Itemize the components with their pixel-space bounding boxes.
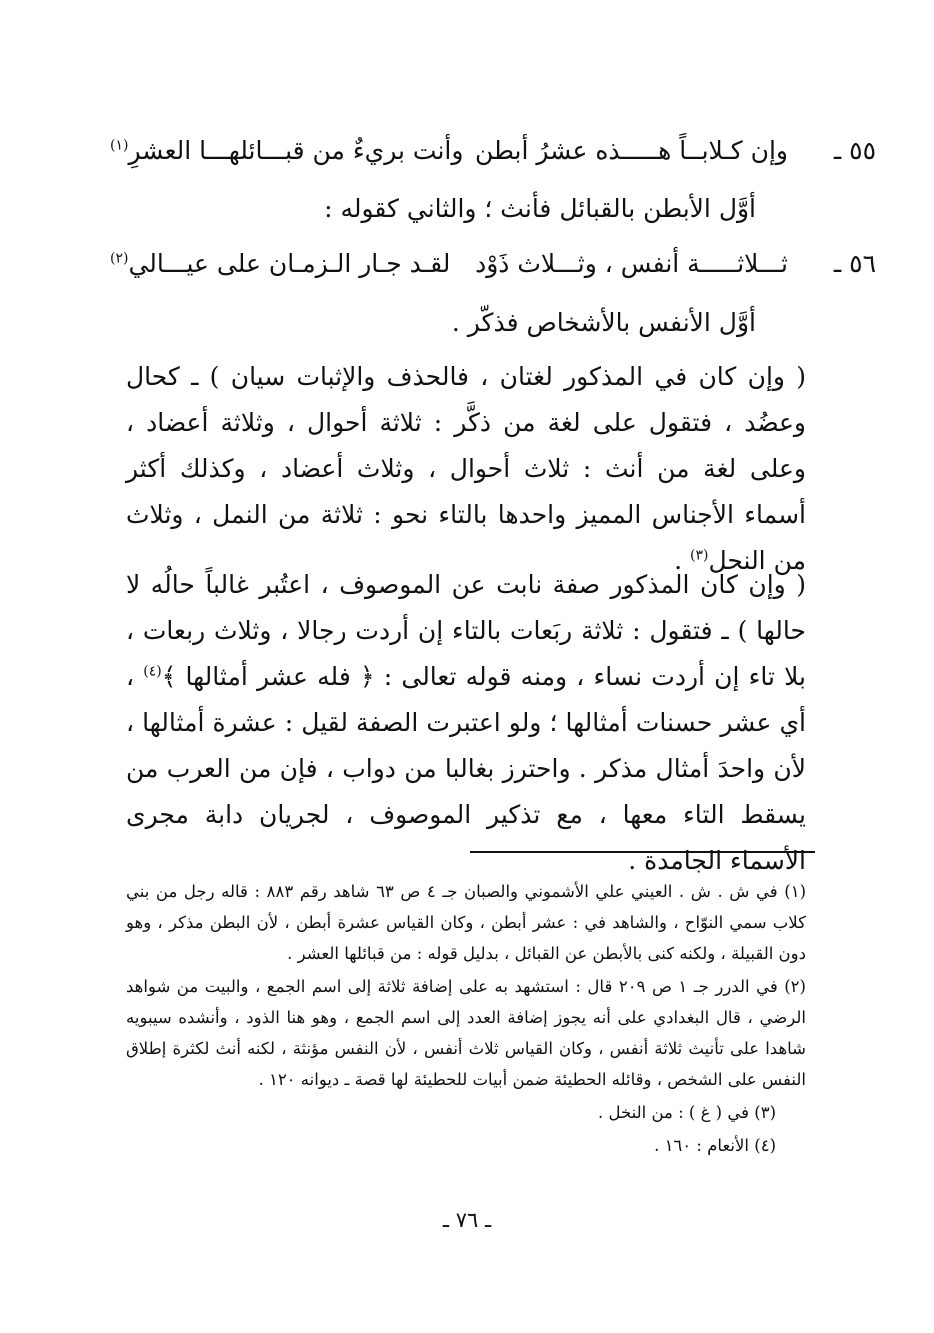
verse-commentary: أوَّل الأبطن بالقبائل فأنث ؛ والثاني كقوله : [324,194,756,223]
footnote-ref: (٤) [143,663,162,680]
footnote-separator [470,851,815,853]
page-number: ـ ٧٦ ـ [442,1208,492,1232]
footnote: (٢) في الدرر جـ ١ ص ٢٠٩ قال : استشهد به على إضافة ثلاثة إلى اسم الجمع ، والبيت من شواهد الرضي ، قال البغدادي على أنه يجوز إضافة العدد إلى اسم الجمع ، وهو هنا الذود ، وأنشده سيبويه شاهدا على تأنيث ثلاثة أنفس ، وكان القياس ثلاث أنفس ، لأن النفس مؤنثة ، لكنه أنث لكثرة إطلاق النفس على الشخص ، وقائله الحطيئة ضمن أبيات للحطيئة لها قصة ـ ديوانه ١٢٠ . [126,977,806,1089]
body-paragraph: ( وإن كان في المذكور لغتان ، فالحذف والإثبات سيان ) ـ كحال وعضُد ، فتقول على لغة من ذكَّر : ثلاثة أحوال ، وثلاثة أعضاد ، وعلى لغة من أنث : ثلاث أحوال ، وثلاث أعضاد ، وكذلك أكثر أسماء الأجناس المميز واحدها بالتاء نحو : ثلاثة من النمل ، وثلاث من النحل$^{(٣)}$ . [126,362,806,575]
footnotes [126,876,806,1163]
body-paragraph: ( وإن كان المذكور صفة نابت عن الموصوف ، اعتُبر غالباً حالُه لا حالها ) ـ فتقول : ثلاثة ربَعات بالتاء إن أردت رجالا ، وثلاث ربعات ، بلا تاء إن أردت نساء ، ومنه قوله تعالى : ﴿ فله عشر أمثالها ﴾$^{(٤)}$ ، أي عشر حسنات أمثالها ؛ ولو اعتبرت الصفة لقيل : عشرة أمثالها ، لأن واحدَ أمثال مذكر . واحترز بغالبا من دواب ، فإن من العرب من يسقط التاء معها ، مع تذكير الموصوف ، لجريان دابة مجرى الأسماء الجامدة . [126,570,807,875]
verse-commentary: أوَّل الأنفس بالأشخاص فذكّر . [451,308,756,337]
footnote-ref: (١) [110,137,129,154]
verse-number: ٥٦ ـ [833,249,876,278]
footnote-ref: (٢) [110,250,129,267]
footnote: (٣) في ( غ ) : من النخل . [597,1103,776,1122]
verse-number: ٥٥ ـ [833,136,876,165]
verse-56 [110,244,876,284]
verse-first-hemistich: ثـــلاثـــــة أنفس ، وثـــلاث ذَوْد [475,249,788,278]
footnote-ref: (٣) [689,547,709,564]
verse-second-hemistich: لقـد جـار الـزمـان على عيـــالي$^{(٢)}$ [110,249,451,278]
footnote: (١) في ش . ش . العيني علي الأشموني والصبان جـ ٤ ص ٦٣ شاهد رقم ٨٨٣ : قاله رجل من بني كلاب سمي النوّاح ، والشاهد في : عشر أبطن ، وكان القياس عشرة أبطن ، لأن البطن مذكر ، وهو دون القبيلة ، ولكنه كنى بالأبطن عن القبائل ، بدليل قوله : من قبائلها العشر . [126,882,806,963]
verse-55 [110,131,876,171]
footnote: (٤) الأنعام : ١٦٠ . [654,1136,776,1155]
verse-first-hemistich: وإن كـلابــاً هـــــذه عشرُ أبطن [474,136,788,165]
verse-second-hemistich: وأنت بريءٌ من قبـــائلهـــا العشرِ$^{(١)}$ [110,136,464,165]
